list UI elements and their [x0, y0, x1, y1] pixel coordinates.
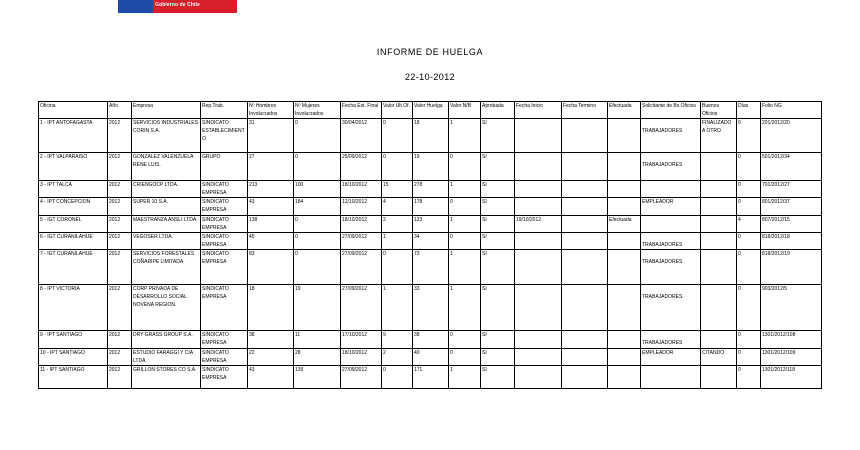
cell-fecha-est-final: 27/09/2012: [341, 366, 382, 389]
cell-efectuada: [608, 119, 641, 153]
cell-hombres: 18: [248, 285, 294, 331]
column-header: Valor Huelga: [413, 102, 449, 119]
column-header: Año: [108, 102, 132, 119]
cell-valor-huelga: 18: [413, 119, 449, 153]
cell-solicitante: [641, 233, 701, 250]
table-row: [39, 233, 822, 250]
cell-dias: 0: [737, 331, 761, 349]
cell-hombres: 83: [248, 250, 294, 285]
table-row: [39, 250, 822, 285]
cell-oficina: 1 - IPT ANTOFAGASTA: [39, 119, 108, 153]
cell-fecha-inicio: [515, 331, 562, 349]
logo-text: Gobierno de Chile: [155, 2, 200, 8]
column-header: Valor Ult.Of.: [382, 102, 413, 119]
cell-oficina: 4 - IPT CONCEPCION: [39, 198, 108, 216]
cell-empresa: SUPER 10 S.A.: [132, 198, 201, 216]
cell-dias: 0: [737, 366, 761, 389]
solicitante-text: TRABAJADORES: [642, 294, 683, 300]
cell-anio: 2012: [108, 285, 132, 331]
cell-buenos-oficios: CITANDO: [701, 349, 737, 366]
cell-hombres: 38: [248, 331, 294, 349]
cell-buenos-oficios: [701, 181, 737, 198]
cell-empresa: DRY GRASS GROUP S.A.: [132, 331, 201, 349]
cell-aprobada: SI: [481, 233, 515, 250]
cell-folio: 201/2012/20: [761, 119, 822, 153]
cell-solicitante: [641, 119, 701, 153]
cell-oficina: 9 - IPT SANTIAGO: [39, 331, 108, 349]
cell-fecha-inicio: [515, 250, 562, 285]
cell-folio: 818/2012/18: [761, 233, 822, 250]
cell-fecha-est-final: 27/09/2012: [341, 285, 382, 331]
cell-valor-nb: 1: [449, 366, 481, 389]
cell-fecha-est-final: 18/10/2012: [341, 216, 382, 233]
cell-aprobada: SI: [481, 331, 515, 349]
column-header: Fecha Termino: [562, 102, 608, 119]
government-logo: [118, 0, 237, 13]
cell-rep-trab: GRUPO: [201, 153, 248, 181]
cell-valor-ult-of: 1: [382, 233, 413, 250]
column-header: Nº Mujeres Involucrados: [294, 102, 341, 119]
cell-mujeres: 0: [294, 119, 341, 153]
cell-empresa: MAESTRANZA ANSLI LTDA.: [132, 216, 201, 233]
cell-valor-huelga: 33: [413, 285, 449, 331]
table-row: [39, 198, 822, 216]
cell-valor-huelga: 40: [413, 349, 449, 366]
cell-valor-huelga: 38: [413, 331, 449, 349]
cell-oficina: 10 - IPT SANTIAGO: [39, 349, 108, 366]
cell-mujeres: 19: [294, 285, 341, 331]
cell-efectuada: [608, 285, 641, 331]
cell-folio: 807/2012/15: [761, 216, 822, 233]
column-header: Fecha Est. Final: [341, 102, 382, 119]
column-header: Rep.Trab.: [201, 102, 248, 119]
cell-fecha-est-final: 25/09/2012: [341, 153, 382, 181]
cell-valor-ult-of: 0: [382, 250, 413, 285]
cell-fecha-est-final: 30/04/2012: [341, 119, 382, 153]
cell-rep-trab: SINDICATO EMPRESA: [201, 285, 248, 331]
cell-fecha-inicio: [515, 349, 562, 366]
cell-fecha-inicio: [515, 119, 562, 153]
cell-solicitante: [641, 331, 701, 349]
cell-mujeres: 0: [294, 216, 341, 233]
column-header: Fecha Inicio: [515, 102, 562, 119]
cell-empresa: CORP PRIVADA DE DESARROLLO SOCIAL NOVENA REGION.: [132, 285, 201, 331]
cell-hombres: 213: [248, 181, 294, 198]
cell-solicitante: [641, 285, 701, 331]
cell-efectuada: [608, 331, 641, 349]
cell-folio: 1301/2012/118: [761, 366, 822, 389]
cell-hombres: 43: [248, 198, 294, 216]
cell-rep-trab: SINDICATO EMPRESA: [201, 250, 248, 285]
table-row: [39, 349, 822, 366]
cell-aprobada: SI: [481, 119, 515, 153]
column-header: Solicitante de Bs.Oficios: [641, 102, 701, 119]
cell-oficina: 11 - IPT SANTIAGO: [39, 366, 108, 389]
cell-dias: 0: [737, 233, 761, 250]
cell-valor-ult-of: 2: [382, 349, 413, 366]
cell-dias: 0: [737, 250, 761, 285]
cell-valor-huelga: 19: [413, 153, 449, 181]
cell-anio: 2012: [108, 216, 132, 233]
cell-buenos-oficios: [701, 250, 737, 285]
cell-rep-trab: SINDICATO EMPRESA: [201, 198, 248, 216]
cell-mujeres: 139: [294, 366, 341, 389]
cell-rep-trab: SINDICATO EMPRESA: [201, 216, 248, 233]
cell-mujeres: 0: [294, 250, 341, 285]
cell-fecha-termino: [562, 119, 608, 153]
cell-fecha-termino: [562, 233, 608, 250]
cell-valor-huelga: 123: [413, 216, 449, 233]
cell-hombres: 22: [248, 349, 294, 366]
cell-efectuada: [608, 198, 641, 216]
cell-valor-nb: 0: [449, 153, 481, 181]
cell-buenos-oficios: [701, 153, 737, 181]
cell-fecha-est-final: 27/09/2012: [341, 233, 382, 250]
cell-fecha-termino: [562, 331, 608, 349]
cell-valor-huelga: 34: [413, 233, 449, 250]
column-header: Empresa: [132, 102, 201, 119]
cell-folio: 1301/2012/109: [761, 349, 822, 366]
cell-aprobada: SI: [481, 349, 515, 366]
cell-mujeres: 28: [294, 349, 341, 366]
column-header: Efectuada: [608, 102, 641, 119]
cell-valor-ult-of: 0: [382, 366, 413, 389]
cell-valor-ult-of: 2: [382, 216, 413, 233]
solicitante-text: TRABAJADORES: [642, 340, 683, 346]
cell-mujeres: 0: [294, 233, 341, 250]
cell-fecha-inicio: [515, 285, 562, 331]
cell-fecha-inicio: [515, 366, 562, 389]
cell-valor-nb: 0: [449, 233, 481, 250]
cell-valor-ult-of: 15: [382, 181, 413, 198]
cell-fecha-est-final: 17/10/2012: [341, 331, 382, 349]
solicitante-text: TRABAJADORES: [642, 162, 683, 168]
cell-valor-nb: 1: [449, 181, 481, 198]
cell-anio: 2012: [108, 349, 132, 366]
cell-fecha-inicio: [515, 153, 562, 181]
cell-valor-nb: 0: [449, 349, 481, 366]
cell-valor-huelga: 73: [413, 250, 449, 285]
cell-rep-trab: SINDICATO EMPRESA: [201, 233, 248, 250]
cell-oficina: 2 - IPT VALPARAISO: [39, 153, 108, 181]
cell-mujeres: 0: [294, 153, 341, 181]
cell-anio: 2012: [108, 119, 132, 153]
solicitante-text: TRABAJADORES: [642, 242, 683, 248]
cell-oficina: 7 - IGT CURANILAHUE: [39, 250, 108, 285]
cell-valor-huelga: 171: [413, 366, 449, 389]
report-title: INFORME DE HUELGA: [376, 47, 484, 57]
cell-valor-nb: 1: [449, 119, 481, 153]
cell-buenos-oficios: [701, 331, 737, 349]
cell-buenos-oficios: [701, 233, 737, 250]
cell-aprobada: SI: [481, 181, 515, 198]
cell-buenos-oficios: [701, 216, 737, 233]
cell-valor-nb: 1: [449, 250, 481, 285]
cell-buenos-oficios: [701, 285, 737, 331]
cell-dias: 0: [737, 285, 761, 331]
cell-empresa: GONZALEZ VALENZUELA RENE LUIS.: [132, 153, 201, 181]
cell-dias: 0: [737, 349, 761, 366]
cell-efectuada: [608, 366, 641, 389]
cell-valor-huelga: 178: [413, 198, 449, 216]
cell-fecha-inicio: [515, 198, 562, 216]
cell-valor-ult-of: 4: [382, 198, 413, 216]
cell-efectuada: [608, 233, 641, 250]
solicitante-text: TRABAJADORES: [642, 259, 683, 265]
cell-fecha-inicio: 19/10/2012: [515, 216, 562, 233]
cell-solicitante: EMPLEADOR: [641, 349, 701, 366]
cell-rep-trab: SINDICATO ESTABLECIMIENTO: [201, 119, 248, 153]
cell-buenos-oficios: [701, 366, 737, 389]
cell-valor-nb: 0: [449, 198, 481, 216]
cell-aprobada: SI: [481, 216, 515, 233]
cell-hombres: 31: [248, 119, 294, 153]
cell-anio: 2012: [108, 331, 132, 349]
cell-anio: 2012: [108, 366, 132, 389]
cell-fecha-inicio: [515, 181, 562, 198]
table-row: [39, 366, 822, 389]
cell-folio: 501/2012/34: [761, 153, 822, 181]
cell-fecha-termino: [562, 198, 608, 216]
cell-aprobada: SI: [481, 198, 515, 216]
cell-dias: 0: [737, 119, 761, 153]
cell-empresa: GRILLON STORES CO S.A.: [132, 366, 201, 389]
cell-efectuada: [608, 250, 641, 285]
cell-empresa: SERVICIOS FORESTALES COÑARIPE LIMITADA.: [132, 250, 201, 285]
strike-report-table: [38, 101, 822, 389]
table-row: [39, 153, 822, 181]
column-header: Folio NG: [761, 102, 822, 119]
cell-solicitante: [641, 153, 701, 181]
cell-fecha-termino: [562, 250, 608, 285]
table-row: [39, 331, 822, 349]
table-header-row: [39, 102, 822, 119]
column-header: Oficina: [39, 102, 108, 119]
cell-mujeres: 11: [294, 331, 341, 349]
cell-fecha-est-final: 12/10/2012: [341, 198, 382, 216]
cell-solicitante: [641, 366, 701, 389]
cell-empresa: SERVICIOS INDUSTRIALES CORIN S.A.: [132, 119, 201, 153]
cell-hombres: 138: [248, 216, 294, 233]
cell-fecha-est-final: 18/10/2012: [341, 349, 382, 366]
cell-anio: 2012: [108, 181, 132, 198]
cell-rep-trab: SINDICATO EMPRESA: [201, 366, 248, 389]
cell-dias: 0: [737, 198, 761, 216]
table-row: [39, 285, 822, 331]
column-header: Valor N/B: [449, 102, 481, 119]
cell-valor-nb: 1: [449, 216, 481, 233]
cell-buenos-oficios: FINALIZADO A OTRO: [701, 119, 737, 153]
cell-fecha-termino: [562, 349, 608, 366]
cell-hombres: 43: [248, 366, 294, 389]
cell-valor-ult-of: 9: [382, 331, 413, 349]
cell-empresa: CRIENGOCP LTDA.: [132, 181, 201, 198]
cell-folio: 903/2012/5: [761, 285, 822, 331]
cell-mujeres: 100: [294, 181, 341, 198]
cell-anio: 2012: [108, 233, 132, 250]
cell-mujeres: 184: [294, 198, 341, 216]
table-row: [39, 181, 822, 198]
cell-hombres: 45: [248, 233, 294, 250]
table-row: [39, 216, 822, 233]
cell-valor-nb: 1: [449, 285, 481, 331]
cell-aprobada: SI: [481, 285, 515, 331]
cell-aprobada: SI: [481, 250, 515, 285]
cell-fecha-termino: [562, 285, 608, 331]
cell-rep-trab: SINDICATO EMPRESA: [201, 349, 248, 366]
cell-dias: 0: [737, 181, 761, 198]
cell-valor-huelga: 278: [413, 181, 449, 198]
cell-valor-ult-of: 0: [382, 153, 413, 181]
cell-valor-nb: 0: [449, 331, 481, 349]
solicitante-text: TRABAJADORES: [642, 128, 683, 134]
cell-folio: 1301/2012/108: [761, 331, 822, 349]
cell-anio: 2012: [108, 250, 132, 285]
cell-fecha-termino: [562, 153, 608, 181]
column-header: Buenos Oficios: [701, 102, 737, 119]
cell-oficina: 3 - IPT TALCA: [39, 181, 108, 198]
cell-fecha-est-final: 27/09/2012: [341, 250, 382, 285]
cell-fecha-termino: [562, 181, 608, 198]
cell-valor-ult-of: 0: [382, 119, 413, 153]
cell-anio: 2012: [108, 198, 132, 216]
cell-folio: 701/2012/27: [761, 181, 822, 198]
column-header: Aprobada: [481, 102, 515, 119]
cell-efectuada: Efectuada: [608, 216, 641, 233]
cell-dias: 4: [737, 216, 761, 233]
cell-anio: 2012: [108, 153, 132, 181]
cell-folio: 801/2012/37: [761, 198, 822, 216]
cell-fecha-inicio: [515, 233, 562, 250]
cell-folio: 818/2012/19: [761, 250, 822, 285]
cell-fecha-est-final: 18/10/2012: [341, 181, 382, 198]
column-header: Nº Hombres Involucrados: [248, 102, 294, 119]
cell-valor-ult-of: 1: [382, 285, 413, 331]
cell-oficina: 8 - IPT VICTORIA: [39, 285, 108, 331]
cell-efectuada: [608, 153, 641, 181]
cell-solicitante: EMPLEADOR: [641, 198, 701, 216]
cell-dias: 0: [737, 153, 761, 181]
cell-hombres: 27: [248, 153, 294, 181]
cell-efectuada: [608, 349, 641, 366]
cell-aprobada: SI: [481, 366, 515, 389]
cell-solicitante: [641, 250, 701, 285]
cell-aprobada: SI: [481, 153, 515, 181]
table-row: [39, 119, 822, 153]
report-date: 22-10-2012: [404, 72, 456, 82]
cell-solicitante: [641, 216, 701, 233]
cell-efectuada: [608, 181, 641, 198]
cell-oficina: 6 - IGT CURANILAHUE: [39, 233, 108, 250]
cell-fecha-termino: [562, 216, 608, 233]
cell-solicitante: [641, 181, 701, 198]
cell-empresa: VEGOSER LTDA.: [132, 233, 201, 250]
cell-buenos-oficios: [701, 198, 737, 216]
cell-rep-trab: SINDICATO EMPRESA: [201, 331, 248, 349]
cell-oficina: 5 - IGT CORONEL: [39, 216, 108, 233]
cell-empresa: ESTUDIO FARAGGI Y CIA LTDA.: [132, 349, 201, 366]
cell-rep-trab: SINDICATO EMPRESA: [201, 181, 248, 198]
cell-fecha-termino: [562, 366, 608, 389]
column-header: Días: [737, 102, 761, 119]
